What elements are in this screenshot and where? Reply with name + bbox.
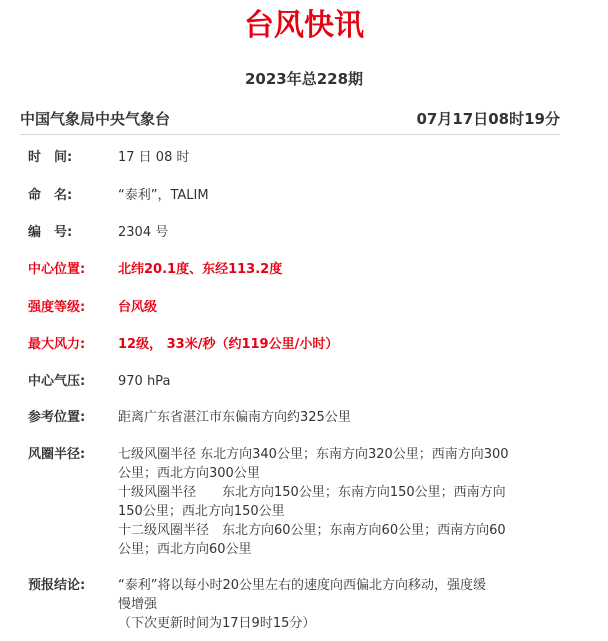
field-label: 中心气压:	[28, 374, 86, 389]
field-label: 编 号:	[28, 225, 73, 240]
page-title: 台风快讯	[244, 8, 364, 43]
wind-radius-line: 150公里；西北方向150公里	[118, 504, 285, 519]
header-row	[20, 108, 560, 135]
field-value: 台风级	[118, 300, 158, 315]
field-value: 2304 号	[118, 225, 169, 240]
issue-number: 2023年总228期	[244, 70, 364, 88]
field-value: “泰利”，TALIM	[118, 188, 209, 203]
field-value	[118, 576, 558, 633]
field-label: 预报结论:	[28, 578, 86, 593]
field-value: 12级， 33米/秒（约119公里/小时）	[118, 337, 339, 352]
field-value: 北纬20.1度、东经113.2度	[118, 262, 283, 277]
field-label: 参考位置:	[28, 410, 86, 425]
field-label: 风圈半径:	[28, 447, 86, 462]
wind-radius-line: 七级风圈半径 东北方向340公里；东南方向320公里；西南方向300	[118, 447, 509, 462]
field-label: 中心位置:	[28, 262, 86, 277]
field-value: 17 日 08 时	[118, 150, 190, 165]
forecast-line: 慢增强	[118, 597, 158, 612]
field-label: 时 间:	[28, 150, 73, 165]
agency-name: 中国气象局中央气象台	[20, 110, 171, 128]
wind-radius-line: 公里；西北方向60公里	[118, 542, 252, 557]
wind-radius-line: 十二级风圈半径 东北方向60公里；东南方向60公里；西南方向60	[118, 523, 506, 538]
field-label: 命 名:	[28, 188, 73, 203]
field-value	[118, 445, 558, 559]
field-label: 强度等级:	[28, 300, 86, 315]
wind-radius-line: 十级风圈半径 东北方向150公里；东南方向150公里；西南方向	[118, 485, 506, 500]
field-value: 970 hPa	[118, 374, 171, 389]
field-value: 距离广东省湛江市东偏南方向约325公里	[118, 410, 351, 425]
forecast-line: “泰利”将以每小时20公里左右的速度向西偏北方向移动，强度缓	[118, 578, 487, 593]
field-label: 最大风力:	[28, 337, 86, 352]
wind-radius-line: 公里；西北方向300公里	[118, 466, 260, 481]
release-time: 07月17日08时19分	[416, 110, 560, 128]
forecast-line: （下次更新时间为17日9时15分）	[118, 616, 316, 631]
